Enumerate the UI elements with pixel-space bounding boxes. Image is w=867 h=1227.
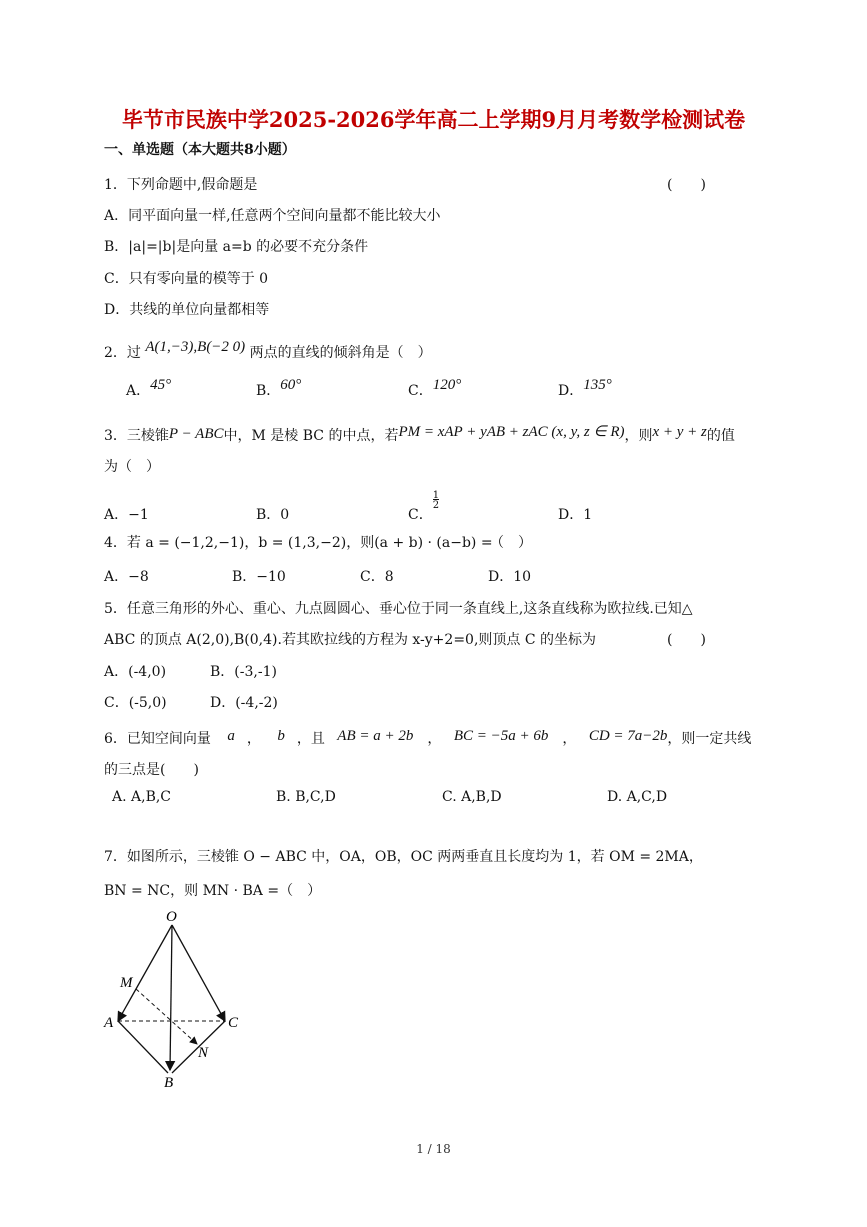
- question-3-option-a: A．−1: [104, 507, 149, 523]
- question-2-prefix: 2．过: [104, 345, 141, 361]
- question-7-stem-line2: BN = NC，则 MN · BA =（ ）: [104, 883, 322, 899]
- question-3-solid: P − ABC: [168, 426, 224, 442]
- question-5-option-c: C．(-5,0): [104, 695, 167, 711]
- question-2-stem: [104, 339, 432, 362]
- question-6-eq2: BC = −5a + 6b: [453, 728, 549, 744]
- question-2-points: A(1,−3),B(−2 0): [145, 339, 246, 355]
- section-heading: 一、单选题（本大题共8小题）: [104, 142, 296, 158]
- question-5-option-b: B．(-3,-1): [210, 664, 277, 680]
- label-o: O: [166, 909, 177, 925]
- question-4-answer-blank: （ ）: [490, 535, 532, 551]
- question-5-stem-line1: 5．任意三角形的外心、重心、九点圆圆心、垂心位于同一条直线上,这条直线称为欧拉线.已知△: [104, 601, 693, 617]
- page-title: 毕节市民族中学2025-2026学年高二上学期9月月考数学检测试卷: [121, 107, 746, 132]
- edge-oa: [118, 925, 172, 1021]
- question-2-option-d: D．135°: [558, 377, 612, 399]
- question-3-option-c: C．$\frac{1}{2}$: [408, 490, 440, 523]
- question-3-option-b: B．0: [256, 507, 290, 523]
- question-3-stem-line2: 为（ ）: [104, 459, 160, 475]
- vector-mn: [136, 989, 197, 1044]
- edge-ab: [118, 1021, 168, 1073]
- vector-b: b: [277, 728, 285, 744]
- question-1-option-b: B．|a|=|b|是向量 a=b 的必要不充分条件: [104, 239, 369, 255]
- vector-a: a: [227, 728, 235, 744]
- question-1-answer-blank: ( ): [667, 177, 706, 193]
- question-2-option-a: A．45°: [126, 377, 172, 399]
- question-6-stem-line2: 的三点是( ): [104, 762, 199, 778]
- edge-ob: [170, 925, 172, 1070]
- question-6-option-b: B. B,C,D: [276, 789, 336, 805]
- question-1-stem: 1．下列命题中,假命题是: [104, 177, 258, 193]
- question-3-option-d: D．1: [558, 507, 593, 523]
- label-n: N: [198, 1045, 209, 1061]
- label-c: C: [228, 1015, 239, 1031]
- question-3-equation: PM = xAP + yAB + zAC (x, y, z ∈ R): [398, 424, 625, 440]
- question-5-answer-blank: ( ): [667, 632, 706, 648]
- question-2-suffix: 两点的直线的倾斜角是（ ）: [249, 345, 432, 361]
- question-4-option-c: C．8: [360, 569, 394, 585]
- question-2-option-c: C．120°: [408, 377, 462, 399]
- question-6-option-c: C. A,B,D: [442, 789, 502, 805]
- question-4-option-b: B．−10: [232, 569, 286, 585]
- question-5-option-a: A．(-4,0): [104, 664, 167, 680]
- question-6-eq3: CD = 7a−2b: [588, 728, 668, 744]
- question-6-option-d: D. A,C,D: [607, 789, 668, 805]
- question-1-option-d: D．共线的单位向量都相等: [104, 302, 270, 318]
- label-a: A: [104, 1015, 114, 1031]
- question-4-option-a: A．−8: [104, 569, 149, 585]
- question-7-stem-line1: 7．如图所示，三棱锥 O − ABC 中，OA，OB，OC 两两垂直且长度均为 1，若 OM = 2MA，: [104, 849, 703, 865]
- question-1-option-a: A．同平面向量一样,任意两个空间向量都不能比较大小: [104, 208, 441, 224]
- label-m: M: [120, 975, 133, 991]
- question-2-option-b: B．60°: [256, 377, 302, 399]
- question-6-option-a: A. A,B,C: [112, 789, 172, 805]
- question-6-eq1: AB = a + 2b: [337, 728, 414, 744]
- tetrahedron-figure: [100, 905, 260, 1095]
- page-number: 1 / 18: [416, 1142, 451, 1156]
- question-5-stem-line2: ABC 的顶点 A(2,0),B(0,4).若其欧拉线的方程为 x-y+2=0,则顶点 C 的坐标为: [104, 632, 597, 648]
- label-b: B: [164, 1075, 174, 1091]
- question-3-stem: 3．三棱锥P − ABC中，M 是棱 BC 的中点，若PM = xAP + yAB + zAC (x, y, z ∈ R)，则x + y + z的值: [104, 424, 735, 444]
- question-1-option-c: C．只有零向量的模等于 0: [104, 271, 269, 287]
- question-6-stem: 6．已知空间向量 a ， b ，且 AB = a + 2b ， BC = −5a + 6b ， CD = 7a−2b，则一定共线: [104, 728, 752, 747]
- edge-oc: [172, 925, 225, 1021]
- question-4-option-d: D．10: [488, 569, 532, 585]
- question-5-option-d: D．(-4,-2): [210, 695, 278, 711]
- question-4-stem: 4．若 a = (−1,2,−1)，b = (1,3,−2)，则(a + b) · (a−b) =: [104, 535, 493, 551]
